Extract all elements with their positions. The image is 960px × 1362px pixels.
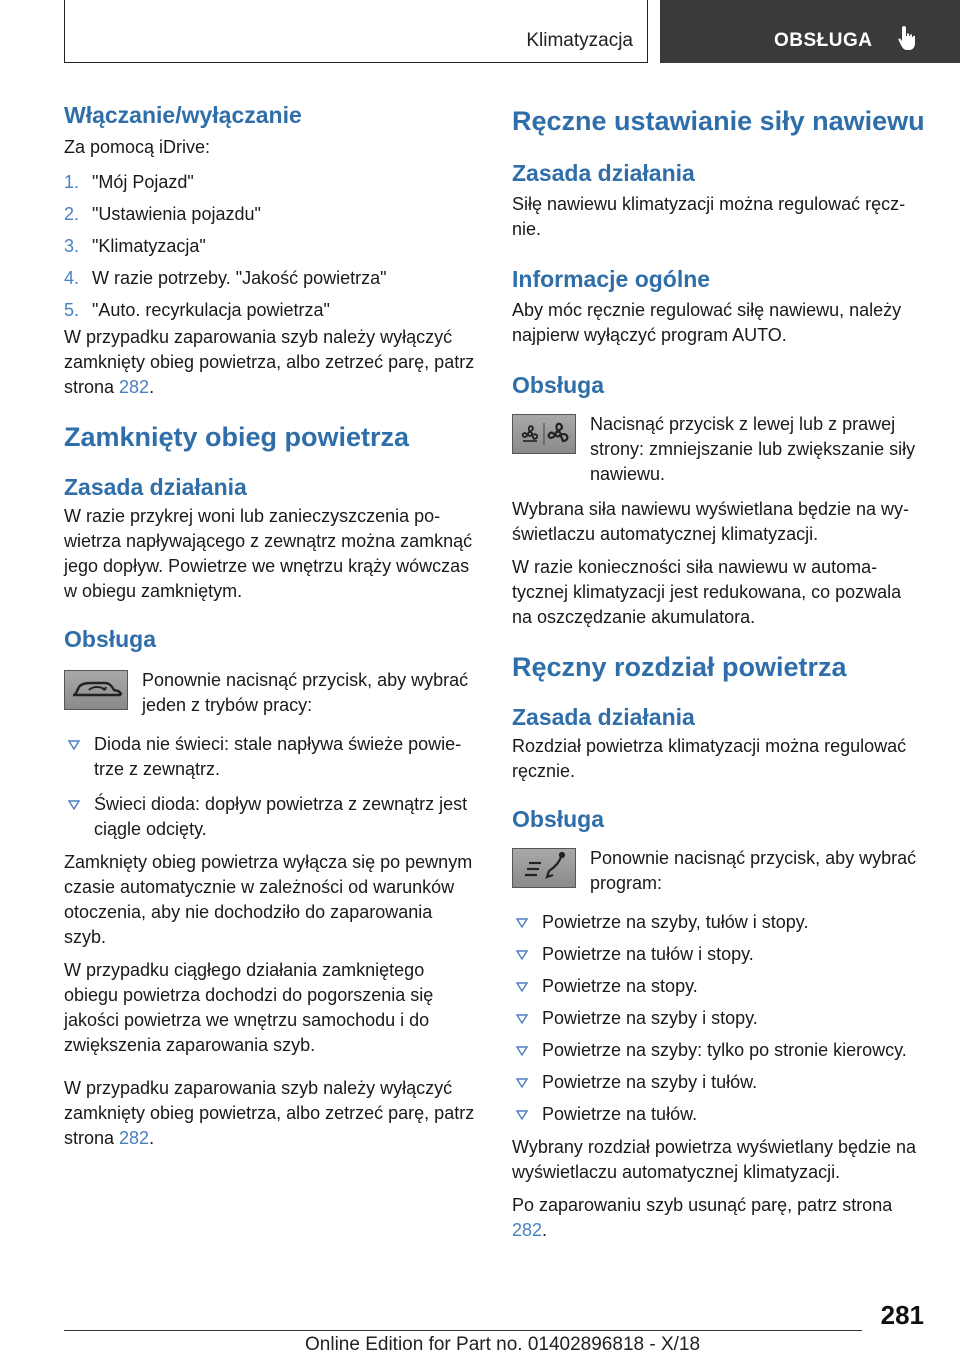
heading-operation: Obsługa [512,372,605,398]
step-number: 5. [64,300,80,320]
distribution-display-text: Wybrany rozdział powietrza wyświetlany będzie na wyświetlaczu automatycznej klimatyzacji. [512,1137,917,1182]
page-link[interactable]: 282 [119,377,150,397]
fan-control [512,412,926,487]
triangle-bullet-icon [516,982,528,992]
heading-closed-circulation: Zamknięty obieg powietrza [64,422,410,452]
idrive-steps [64,170,476,323]
recirculation-control [64,668,476,718]
triangle-bullet-icon [68,740,80,750]
press-modes-text: Ponownie nacisnąć przycisk, aby wybrać jeden z trybów pracy: [142,670,469,715]
air-distribution-button-icon [512,848,576,888]
programs-list [512,910,926,1127]
general-text: Aby móc ręcznie regulować siłę nawiewu, należy najpierw wyłączyć program AUTO. [512,300,902,345]
modes-list [64,732,476,842]
list-item [64,266,476,291]
header-chapter-title: OBSŁUGA [774,30,873,51]
step-number: 3. [64,236,80,256]
mode-text: Świeci dioda: dopływ powietrza z zewnątrz jest ciągle odcięty. [94,794,468,839]
right-column [512,100,926,1243]
program-text: Powietrze na stopy. [542,976,698,996]
step-text: "Mój Pojazd" [92,172,194,192]
footer-divider [64,1330,862,1331]
principle-text: Siłę nawiewu klimatyzacji można regulować ręcznie. [512,194,906,239]
fan-press-text: Nacisnąć przycisk z lewej lub z prawej strony: zmniejszanie lub zwiększanie siły nawiewu. [590,414,916,484]
left-column [64,100,476,1151]
list-item [64,234,476,259]
fog-note-end: . [149,377,155,397]
hand-pointer-icon [896,24,920,52]
step-number: 1. [64,172,80,192]
heading-principle: Zasada działania [512,704,695,730]
triangle-bullet-icon [68,800,80,810]
recirculation-button-icon [64,670,128,710]
heading-operation: Obsługa [64,626,157,652]
heading-principle: Zasada działania [512,160,695,186]
program-text: Powietrze na szyby, tułów i stopy. [542,912,809,932]
fog-note-end: . [542,1220,548,1240]
fog-note-2 [64,1076,476,1151]
program-text: Powietrze na szyby i stopy. [542,1008,758,1028]
footer-edition: Online Edition for Part no. 01402896818 - X/18 [305,1334,701,1355]
triangle-bullet-icon [516,918,528,928]
auto-off-text: Zamknięty obieg powietrza wyłącza się po pewnym czasie automatycznie w zależności od warunków otoczenia, aby nie dochodziło do zaparowania szyb. [64,852,473,947]
distribution-control [512,846,926,896]
triangle-bullet-icon [516,1046,528,1056]
heading-onoff: Włączanie/wyłączanie [64,102,302,128]
idrive-intro: Za pomocą iDrive: [64,137,211,157]
list-item [64,170,476,195]
fan-speed-button-icon [512,414,576,454]
step-number: 2. [64,204,80,224]
step-text: "Klimatyzacja" [92,236,206,256]
list-item [512,1070,926,1095]
principle-text: W razie przykrej woni lub zanieczyszczenia powietrza napływającego z zewnątrz można zamknąć jego dopływ. Powietrze we wnętrzu krąży wówczas w obiegu zamkniętym. [64,506,473,601]
program-text: Powietrze na tułów. [542,1104,698,1124]
list-item [512,910,926,935]
list-item [64,792,476,842]
page-number: 281 [880,1300,924,1330]
list-item [512,974,926,999]
list-item [64,202,476,227]
program-text: Powietrze na tułów i stopy. [542,944,754,964]
step-text: "Auto. recyrkulacja powietrza" [92,300,330,320]
header-section-title: Klimatyzacja [526,30,633,51]
fog-note-3 [512,1193,926,1243]
fog-note-text: W przypadku zaparowania szyb należy wyłączyć zamknięty obieg powietrza, albo zetrzeć parę, patrz strona [64,327,475,397]
fog-note-text: Po zaparowaniu szyb usunąć parę, patrz strona [512,1195,893,1215]
list-item [512,1102,926,1127]
list-item [512,1038,926,1063]
heading-blower: Ręczne ustawianie siły nawiewu [512,106,925,136]
list-item [64,732,476,782]
page-link[interactable]: 282 [512,1220,543,1240]
fog-note-1 [64,325,476,400]
step-text: "Ustawienia pojazdu" [92,204,261,224]
list-item [512,1006,926,1031]
heading-general: Informacje ogólne [512,266,711,292]
distribution-press-text: Ponownie nacisnąć przycisk, aby wybrać program: [590,848,917,893]
long-operation-text: W przypadku ciągłego działania zamkniętego obiegu powietrza dochodzi do pogorszenia się jakości powietrza we wnętrzu samochodu i do zwiększenia zaparowania szyb. [64,960,434,1055]
header-chapter-box [660,0,960,63]
triangle-bullet-icon [516,1078,528,1088]
triangle-bullet-icon [516,1014,528,1024]
list-item [512,942,926,967]
mode-text: Dioda nie świeci: stale napływa świeże powietrze z zewnątrz. [94,734,462,779]
program-text: Powietrze na szyby: tylko po stronie kierowcy. [542,1040,907,1060]
heading-distribution: Ręczny rozdział powietrza [512,652,847,682]
program-text: Powietrze na szyby i tułów. [542,1072,758,1092]
fan-reduce-text: W razie konieczności siła nawiewu w automatycznej klimatyzacji jest redukowana, co pozwala na oszczędzanie akumulatora. [512,557,902,627]
fog-note-text: W przypadku zaparowania szyb należy wyłączyć zamknięty obieg powietrza, albo zetrzeć parę, patrz strona [64,1078,475,1148]
triangle-bullet-icon [516,950,528,960]
fan-display-text: Wybrana siła nawiewu wyświetlana będzie na wyświetlaczu automatycznej klimatyzacji. [512,499,910,544]
principle-text: Rozdział powietrza klimatyzacji można regulować ręcznie. [512,736,907,781]
triangle-bullet-icon [516,1110,528,1120]
list-item [64,298,476,323]
header-section-box [64,0,648,63]
step-text: W razie potrzeby. "Jakość powietrza" [92,268,387,288]
heading-operation: Obsługa [512,806,605,832]
heading-principle: Zasada działania [64,474,247,500]
page-link[interactable]: 282 [119,1128,150,1148]
fog-note-end: . [149,1128,155,1148]
step-number: 4. [64,268,80,288]
